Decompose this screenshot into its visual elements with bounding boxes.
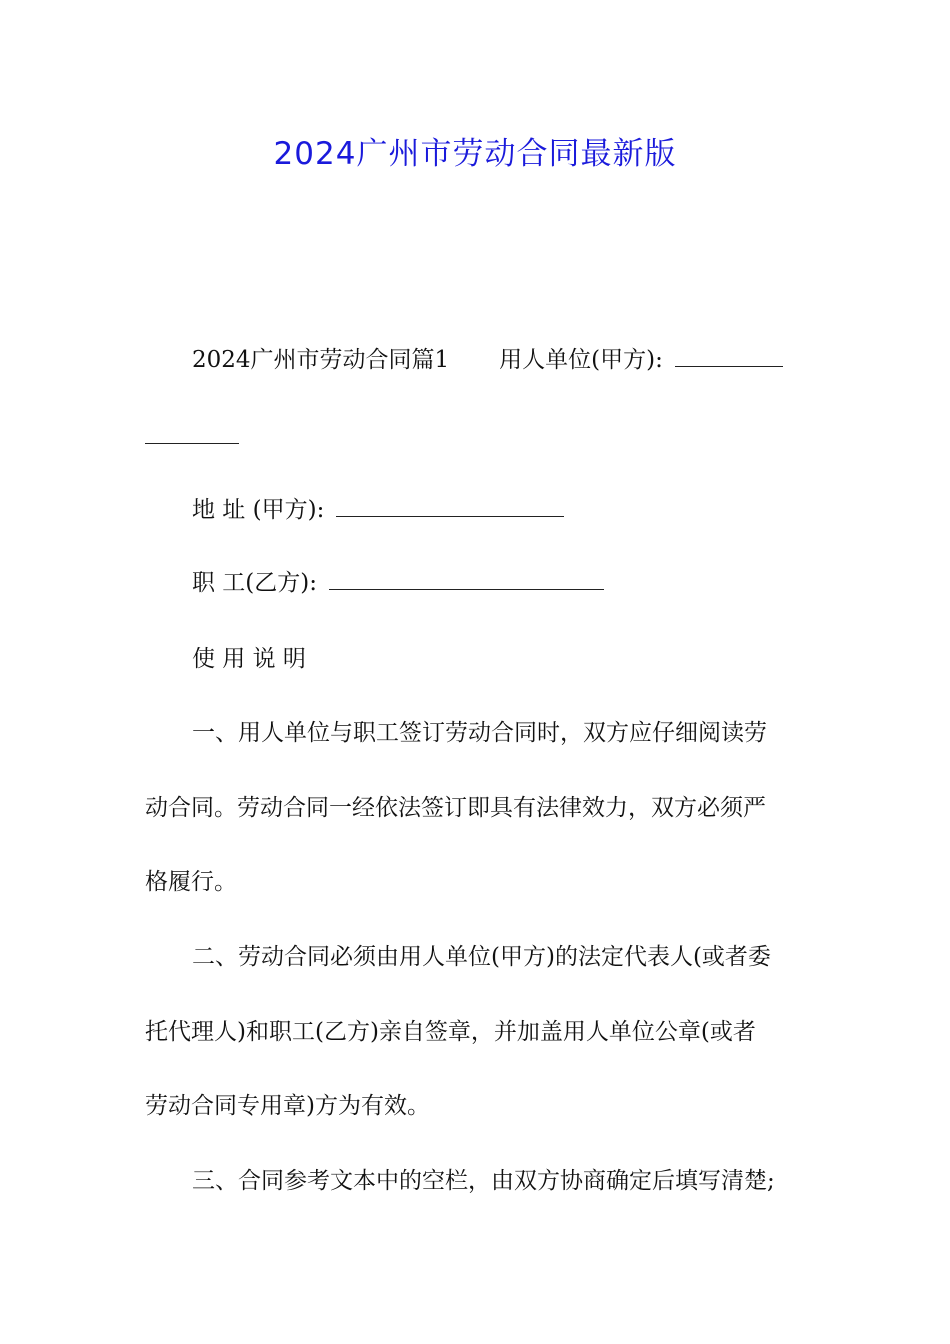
instruction-line: 一、用人单位与职工签订劳动合同时，双方应仔细阅读劳 <box>192 720 767 746</box>
employee-row <box>192 568 604 598</box>
employer-label: 用人单位(甲方): <box>499 347 663 373</box>
instruction-line: 三、合同参考文本中的空栏，由双方协商确定后填写清楚; <box>192 1168 775 1194</box>
section-header-row <box>192 345 783 375</box>
address-row <box>192 495 564 525</box>
instruction-line: 二、劳动合同必须由用人单位(甲方)的法定代表人(或者委 <box>192 944 771 970</box>
employer-blank[interactable] <box>675 346 783 367</box>
address-blank[interactable] <box>336 496 564 517</box>
employee-label: 职 工(乙方): <box>192 570 318 596</box>
instructions-heading: 使 用 说 明 <box>192 646 306 672</box>
document-title: 2024广州市劳动合同最新版 <box>273 136 677 172</box>
employee-blank[interactable] <box>329 569 604 590</box>
instruction-line: 托代理人)和职工(乙方)亲自签章，并加盖用人单位公章(或者 <box>145 1019 756 1045</box>
instruction-line: 劳动合同专用章)方为有效。 <box>145 1093 430 1119</box>
section-label: 2024广州市劳动合同篇1 <box>192 347 450 373</box>
address-label: 地 址 (甲方): <box>192 497 325 523</box>
instruction-line: 格履行。 <box>145 869 237 895</box>
instruction-line: 动合同。劳动合同一经依法签订即具有法律效力，双方必须严 <box>145 795 766 821</box>
employer-blank-continued[interactable] <box>145 443 239 444</box>
